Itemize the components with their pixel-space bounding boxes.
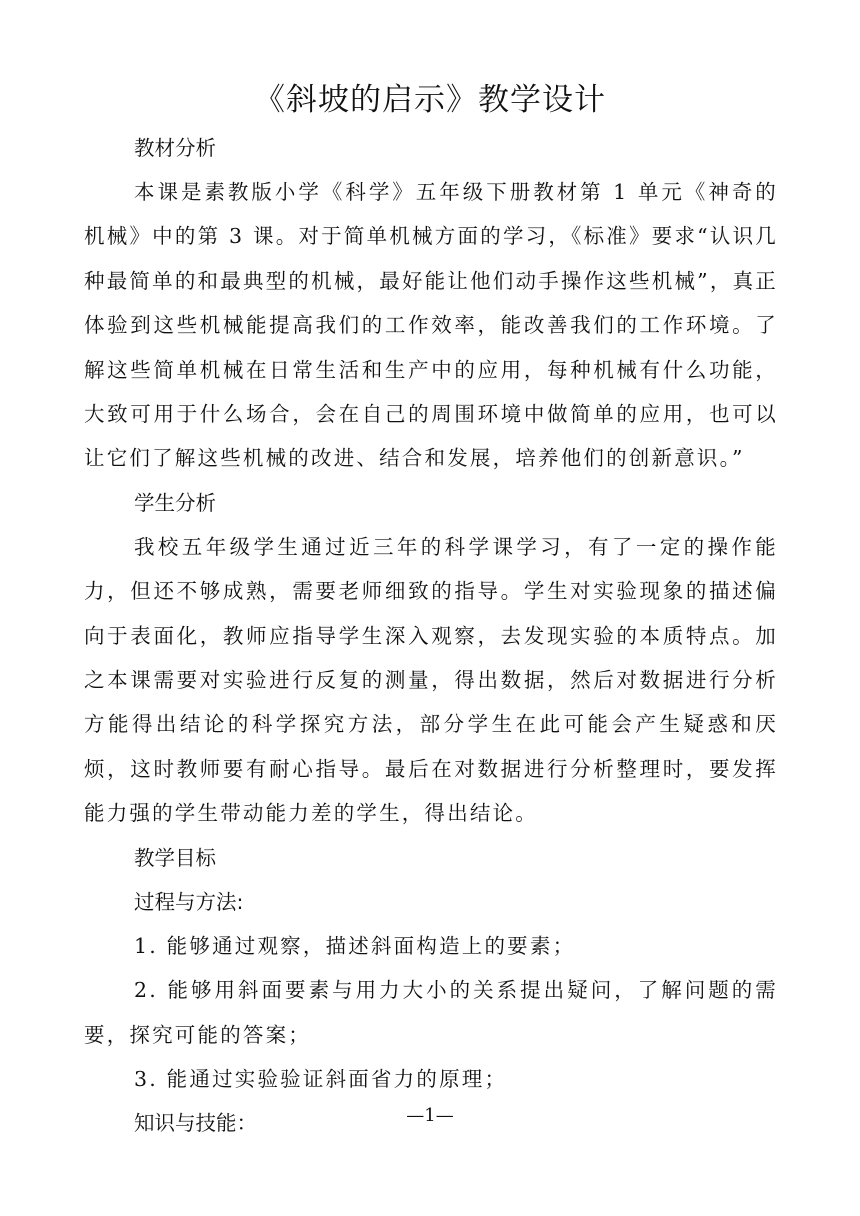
section-textbook-analysis <box>84 126 778 481</box>
section-heading: 教学目标 <box>134 845 216 870</box>
objective-item: 1. 能够通过观察，描述斜面构造上的要素； <box>134 933 576 958</box>
section-paragraph: 本课是素教版小学《科学》五年级下册教材第 1 单元《神奇的机械》中的第 3 课。对于简单机械方面的学习，《标准》要求“认识几种最简单的和最典型的机械，最好能让他们动手操作这些机械”，真正体验到这些机械能提高我们的工作效率，能改善我们的工作环境。了解这些简单机械在日常生活和生产中的应用，每种机械有什么功能，大致可用于什么场合，会在自己的周围环境中做简单的应用，也可以让它们了解这些机械的改进、结合和发展，培养他们的创新意识。” <box>84 180 778 471</box>
page-number: —1— <box>406 1105 454 1126</box>
subsection-heading: 知识与技能： <box>134 1111 257 1136</box>
section-heading: 学生分析 <box>134 490 216 515</box>
document-title: 《斜坡的启示》教学设计 <box>254 82 606 118</box>
objective-item: 3. 能通过实验验证斜面省力的原理； <box>134 1066 508 1091</box>
objective-item: 2. 能够用斜面要素与用力大小的关系提出疑问，了解问题的需要，探究可能的答案； <box>84 978 778 1047</box>
section-heading: 教材分析 <box>134 136 216 160</box>
section-teaching-objectives <box>84 836 778 1146</box>
subsection-heading: 过程与方法: <box>134 889 244 914</box>
section-student-analysis <box>84 481 778 836</box>
section-paragraph: 我校五年级学生通过近三年的科学课学习，有了一定的操作能力，但还不够成熟，需要老师细致的指导。学生对实验现象的描述偏向于表面化，教师应指导学生深入观察，去发现实验的本质特点。加之本课需要对实验进行反复的测量，得出数据，然后对数据进行分析方能得出结论的科学探究方法，部分学生在此可能会产生疑惑和厌烦，这时教师要有耐心指导。最后在对数据进行分析整理时，要发挥能力强的学生带动能力差的学生，得出结论。 <box>84 534 778 826</box>
document-body <box>84 126 778 1145</box>
